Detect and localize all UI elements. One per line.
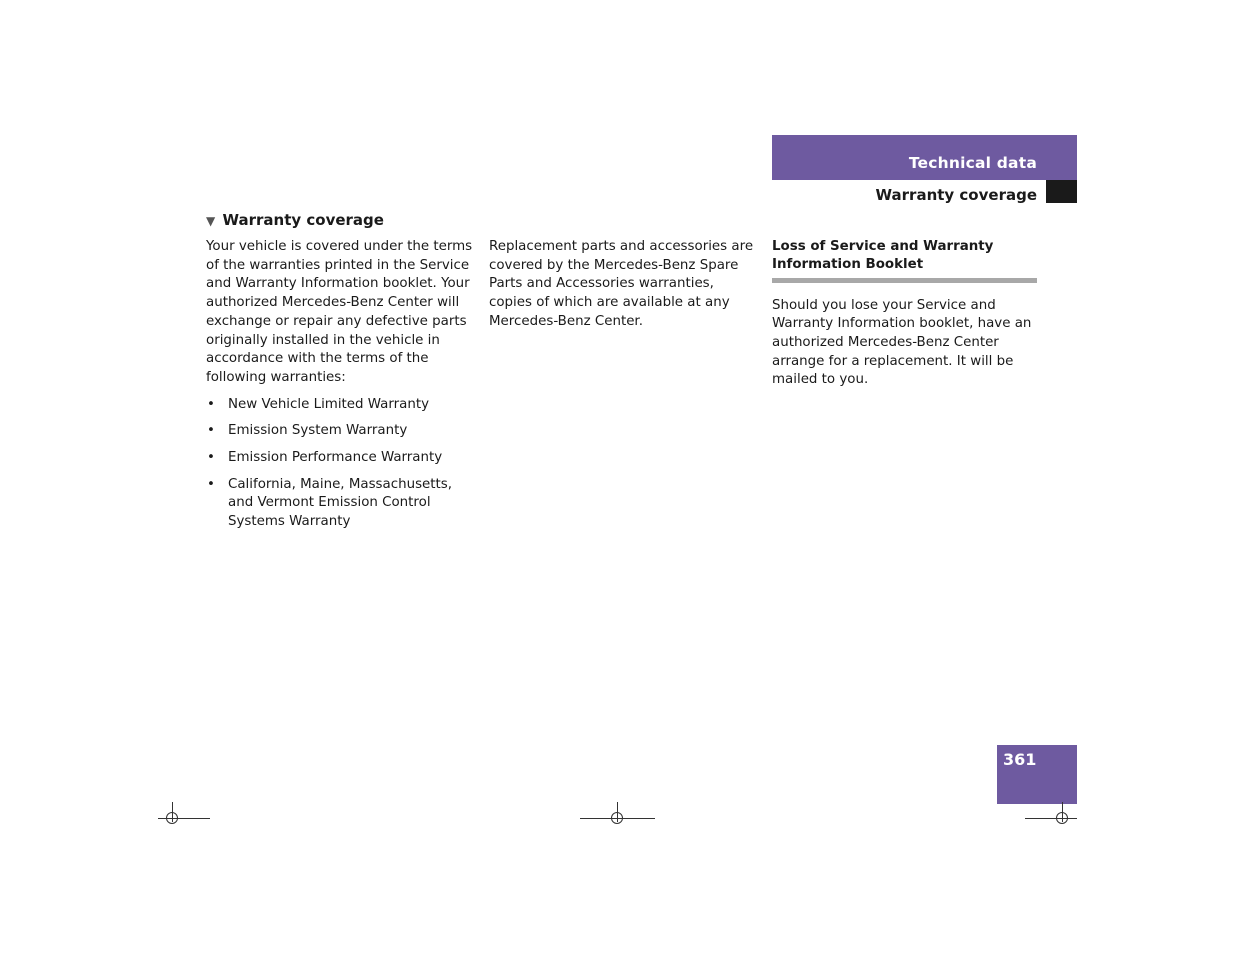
- warranty-item-text: Emission Performance Warranty: [228, 450, 443, 466]
- intro-paragraph: Your vehicle is covered under the terms of the warranties printed in the Service and Warranty Information booklet. Your authorized Mercedes-Benz Center will exchange or repair any defective parts originally installed in the vehicle in accordance with the terms of the following warranties:: [206, 239, 473, 385]
- page-number: 361: [1003, 750, 1037, 769]
- warranty-item-text: New Vehicle Limited Warranty: [228, 396, 430, 412]
- column-middle: [489, 238, 757, 332]
- registration-mark-left: [158, 802, 210, 822]
- replacement-paragraph: Replacement parts and accessories are covered by the Mercedes-Benz Spare Parts and Accessories warranties, copies of which are available at any Mercedes-Benz Center.: [489, 239, 754, 329]
- list-item: [206, 449, 476, 468]
- bullet-icon: •: [207, 476, 215, 492]
- chapter-title: Technical data: [908, 154, 1037, 172]
- page-number-box: [997, 745, 1077, 804]
- chapter-tab-marker: [1046, 180, 1077, 203]
- section-heading: [206, 211, 384, 229]
- list-item: [206, 396, 476, 415]
- bullet-icon: •: [207, 423, 215, 439]
- column-right: [772, 238, 1037, 390]
- registration-mark-center: [580, 802, 655, 822]
- list-item: [206, 422, 476, 441]
- list-item: [206, 476, 476, 532]
- warranty-item-text: California, Maine, Massachusetts, and Vermont Emission Control Systems Warranty: [228, 476, 453, 530]
- bullet-icon: •: [207, 396, 215, 412]
- registration-mark-right: [1025, 802, 1077, 822]
- column-left: [206, 238, 476, 540]
- loss-paragraph: Should you lose your Service and Warranty Information booklet, have an authorized Mercedes-Benz Center arrange for a replacement. It will be mailed to you.: [772, 297, 1032, 388]
- bullet-icon: •: [207, 450, 215, 466]
- heading-rule: [772, 278, 1037, 283]
- triangle-down-icon: ▼: [206, 214, 216, 228]
- section-heading-text: Warranty coverage: [222, 211, 384, 229]
- section-running-title: Warranty coverage: [875, 186, 1037, 204]
- loss-heading: Loss of Service and Warranty Information Booklet: [772, 239, 994, 273]
- warranty-item-text: Emission System Warranty: [228, 423, 408, 439]
- warranty-list: [206, 396, 476, 532]
- chapter-header-band: [772, 135, 1077, 180]
